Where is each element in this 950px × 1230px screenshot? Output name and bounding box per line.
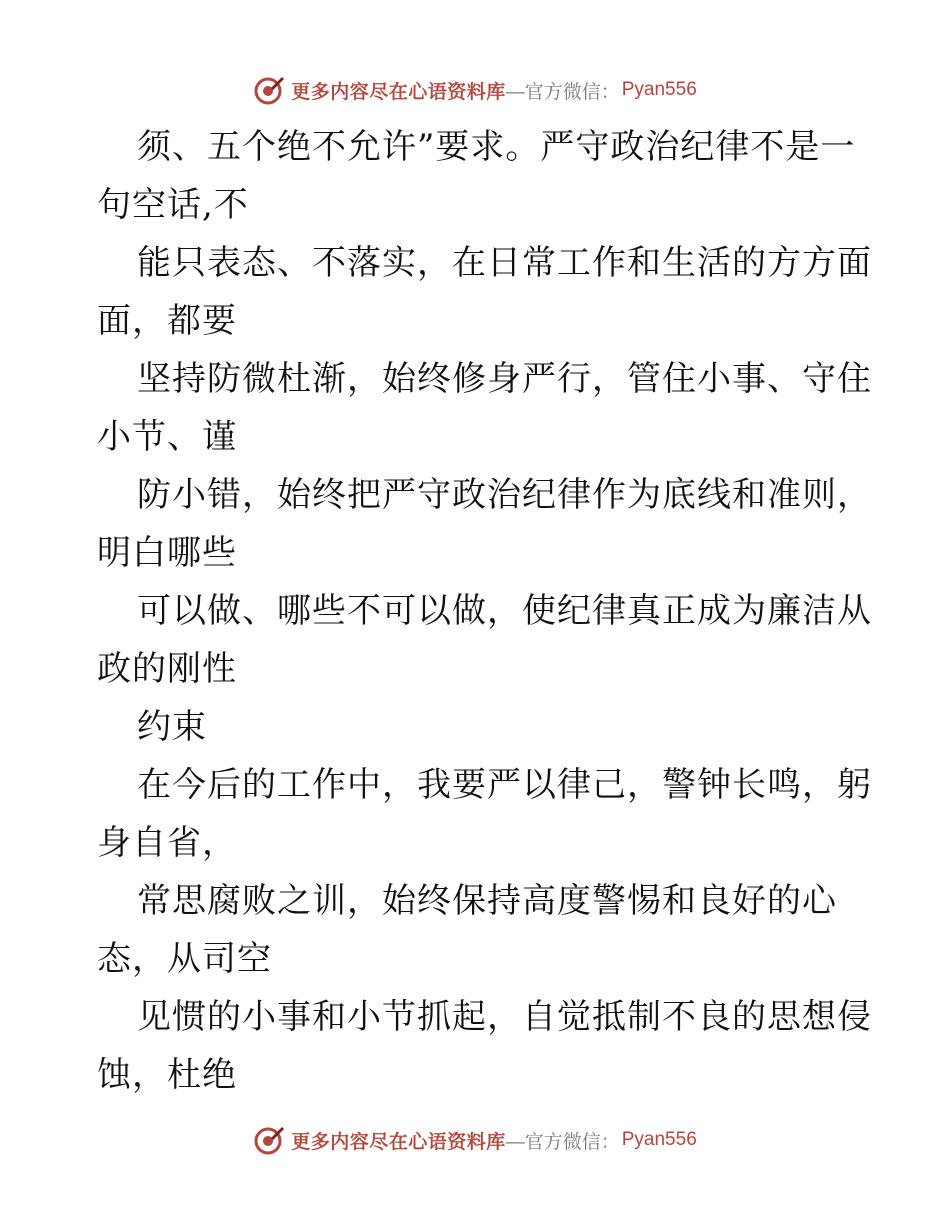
text-line: 坚持防微杜渐，始终修身严行，管住小事、守住 xyxy=(137,359,872,399)
watermark-subtitle: —官方微信： xyxy=(505,1131,620,1153)
text-line: 防小错，始终把严守政治纪律作为底线和准则， xyxy=(137,475,872,515)
text-line: 蚀，杜绝 xyxy=(97,1055,237,1095)
pen-logo-icon xyxy=(253,74,285,106)
text-line: 面，都要 xyxy=(97,301,237,341)
text-line: 见惯的小事和小节抓起，自觉抵制不良的思想侵 xyxy=(137,997,872,1037)
text-line: 在今后的工作中，我要严以律己，警钟长鸣，躬 xyxy=(137,765,872,805)
text-line: 政的刚性 xyxy=(97,649,237,689)
text-line: 小节、谨 xyxy=(97,417,237,457)
watermark-title: 更多内容尽在心语资料库 xyxy=(291,1131,506,1153)
header-watermark xyxy=(0,70,950,110)
document-body xyxy=(97,118,872,1104)
text-line: 句空话,不 xyxy=(97,185,249,225)
watermark-wechat-id: Pyan556 xyxy=(621,79,697,100)
watermark-subtitle: —官方微信： xyxy=(505,81,620,103)
text-line: 明白哪些 xyxy=(97,533,237,573)
watermark-wechat-id: Pyan556 xyxy=(621,1129,697,1150)
pen-logo-icon xyxy=(253,1124,285,1156)
text-line: 能只表态、不落实，在日常工作和生活的方方面 xyxy=(137,243,872,283)
text-line: 态，从司空 xyxy=(97,939,272,979)
text-line: 约束 xyxy=(137,707,207,747)
text-line: 常思腐败之训，始终保持高度警惕和良好的心 xyxy=(137,881,837,921)
text-line: 身自省， xyxy=(97,823,237,863)
text-line: 可以做、哪些不可以做，使纪律真正成为廉洁从 xyxy=(137,591,872,631)
footer-watermark xyxy=(0,1120,950,1160)
watermark-title: 更多内容尽在心语资料库 xyxy=(291,81,506,103)
text-line: 须、五个绝不允许”要求。严守政治纪律不是一 xyxy=(137,127,856,167)
